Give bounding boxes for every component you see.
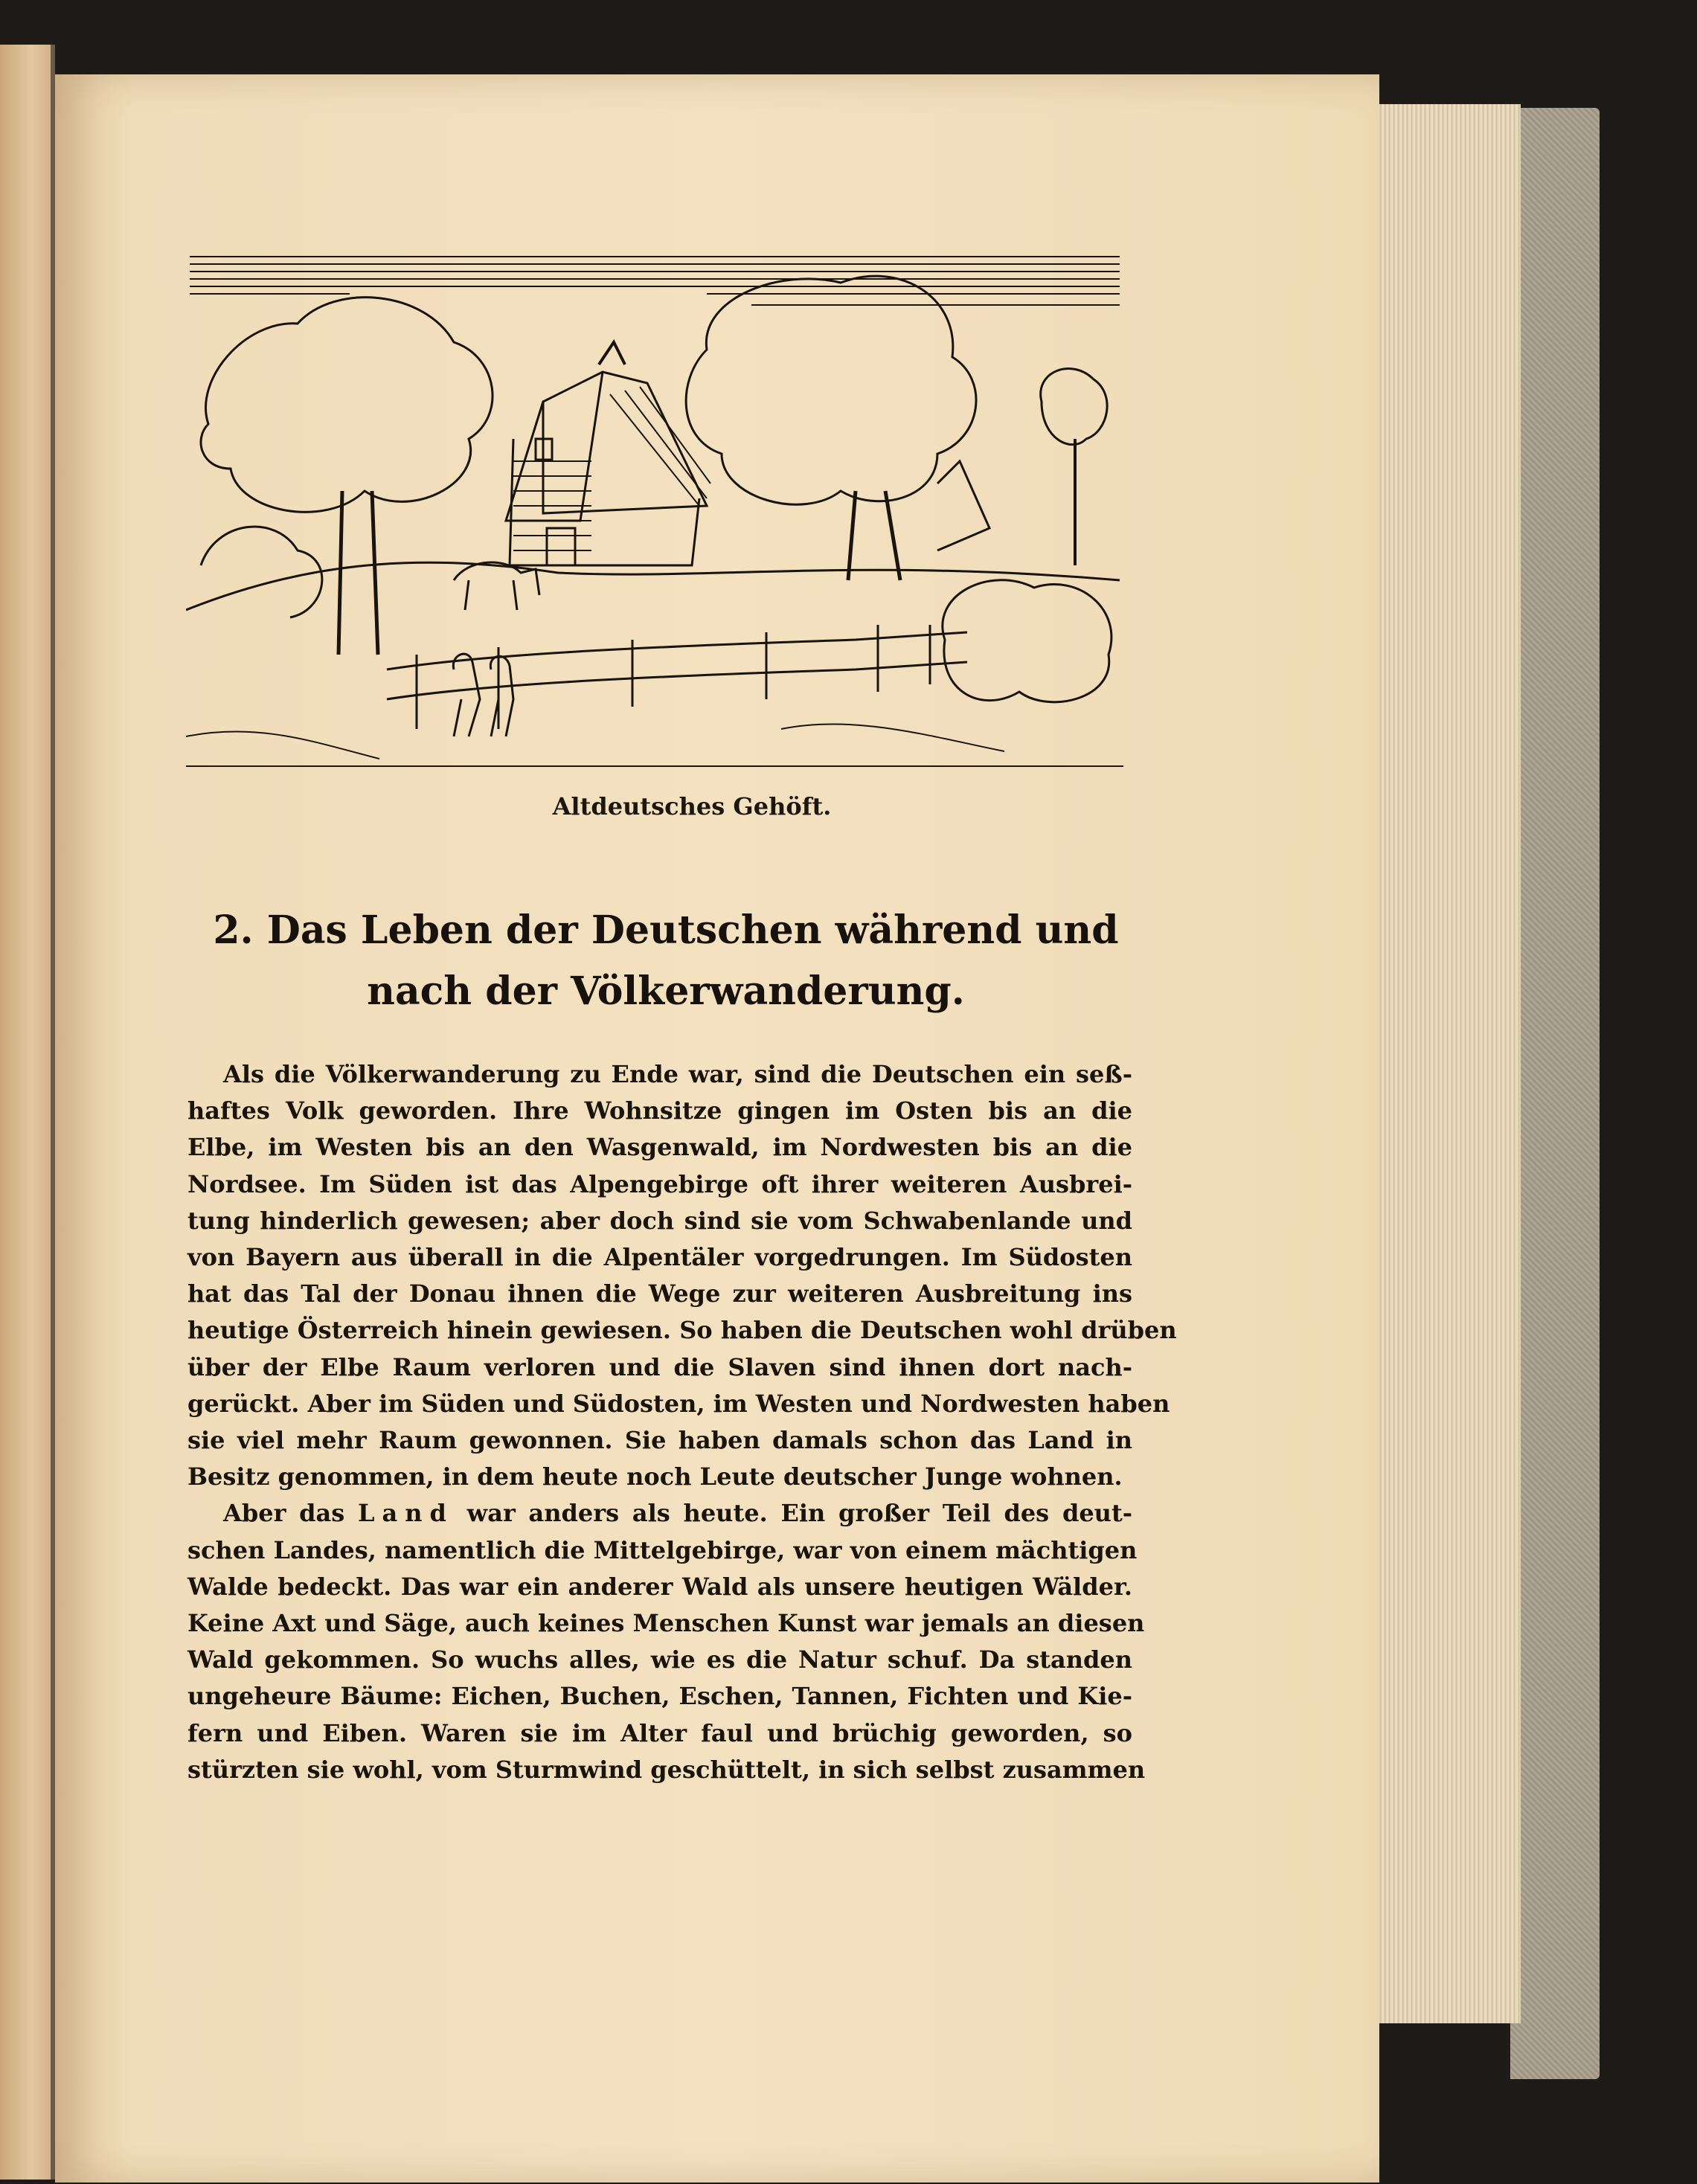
chapter-title-line-1: 2. Das Leben der Deutschen während und — [213, 908, 1119, 953]
text-line: stürzten sie wohl, vom Sturmwind geschüttelt, in sich selbst zusammen — [187, 1755, 1146, 1784]
text-line: Als die Völkerwanderung zu Ende war, sind die Deutschen ein seß- — [223, 1060, 1132, 1088]
text-line: Nordsee. Im Süden ist das Alpengebirge oft ihrer weiteren Ausbrei- — [187, 1169, 1132, 1198]
text-line: hat das Tal der Donau ihnen die Wege zur weiteren Ausbreitung ins — [187, 1279, 1132, 1308]
text-line: fern und Eiben. Waren sie im Alter faul und brüchig geworden, so — [187, 1718, 1132, 1747]
text-fragment: war anders als heute. Ein großer Teil des deut- — [453, 1499, 1133, 1528]
text-line: tung hinderlich gewesen; aber doch sind sie vom Schwabenlande und — [187, 1206, 1132, 1235]
text-line: Wald gekommen. So wuchs alles, wie es die Natur schuf. Da standen — [187, 1645, 1132, 1674]
text-line: über der Elbe Raum verloren und die Slaven sind ihnen dort nach- — [187, 1352, 1132, 1381]
text-line: Besitz genommen, in dem heute noch Leute deutscher Junge wohnen. — [187, 1462, 1123, 1491]
illustration-caption: Altdeutsches Gehöft. — [552, 792, 832, 820]
emphasized-word: Land — [358, 1499, 454, 1528]
body-text — [187, 1056, 1177, 1788]
text-line: Walde bedeckt. Das war ein anderer Wald als unsere heutigen Wälder. — [187, 1572, 1132, 1601]
text-line-spaced — [187, 1495, 1132, 1532]
text-line: heutige Österreich hinein gewiesen. So haben die Deutschen wohl drüben — [187, 1316, 1177, 1345]
text-line: schen Landes, namentlich die Mittelgebirge, war von einem mächtigen — [187, 1535, 1138, 1564]
text-line: sie viel mehr Raum gewonnen. Sie haben damals schon das Land in — [187, 1426, 1132, 1455]
chapter-title-line-2: nach der Völkerwanderung. — [367, 969, 965, 1014]
page-block-edge — [1369, 104, 1521, 2023]
text-line: von Bayern aus überall in die Alpentäler vorgedrungen. Im Südosten — [187, 1243, 1132, 1272]
farmstead-illustration — [186, 253, 1123, 774]
text-line: gerückt. Aber im Süden und Südosten, im Westen und Nordwesten haben — [187, 1389, 1170, 1418]
text-line: haftes Volk geworden. Ihre Wohnsitze gingen im Osten bis an die — [187, 1096, 1132, 1125]
text-fragment: Aber das — [223, 1499, 359, 1528]
book-cover — [1510, 108, 1600, 2079]
text-line: Elbe, im Westen bis an den Wasgenwald, im Nordwesten bis an die — [187, 1133, 1132, 1162]
chapter-title — [201, 900, 1131, 1022]
text-line: Keine Axt und Säge, auch keines Menschen Kunst war jemals an diesen — [187, 1609, 1145, 1638]
left-page-edge — [0, 45, 52, 2180]
text-line: ungeheure Bäume: Eichen, Buchen, Eschen, Tannen, Fichten und Kie- — [187, 1682, 1132, 1711]
